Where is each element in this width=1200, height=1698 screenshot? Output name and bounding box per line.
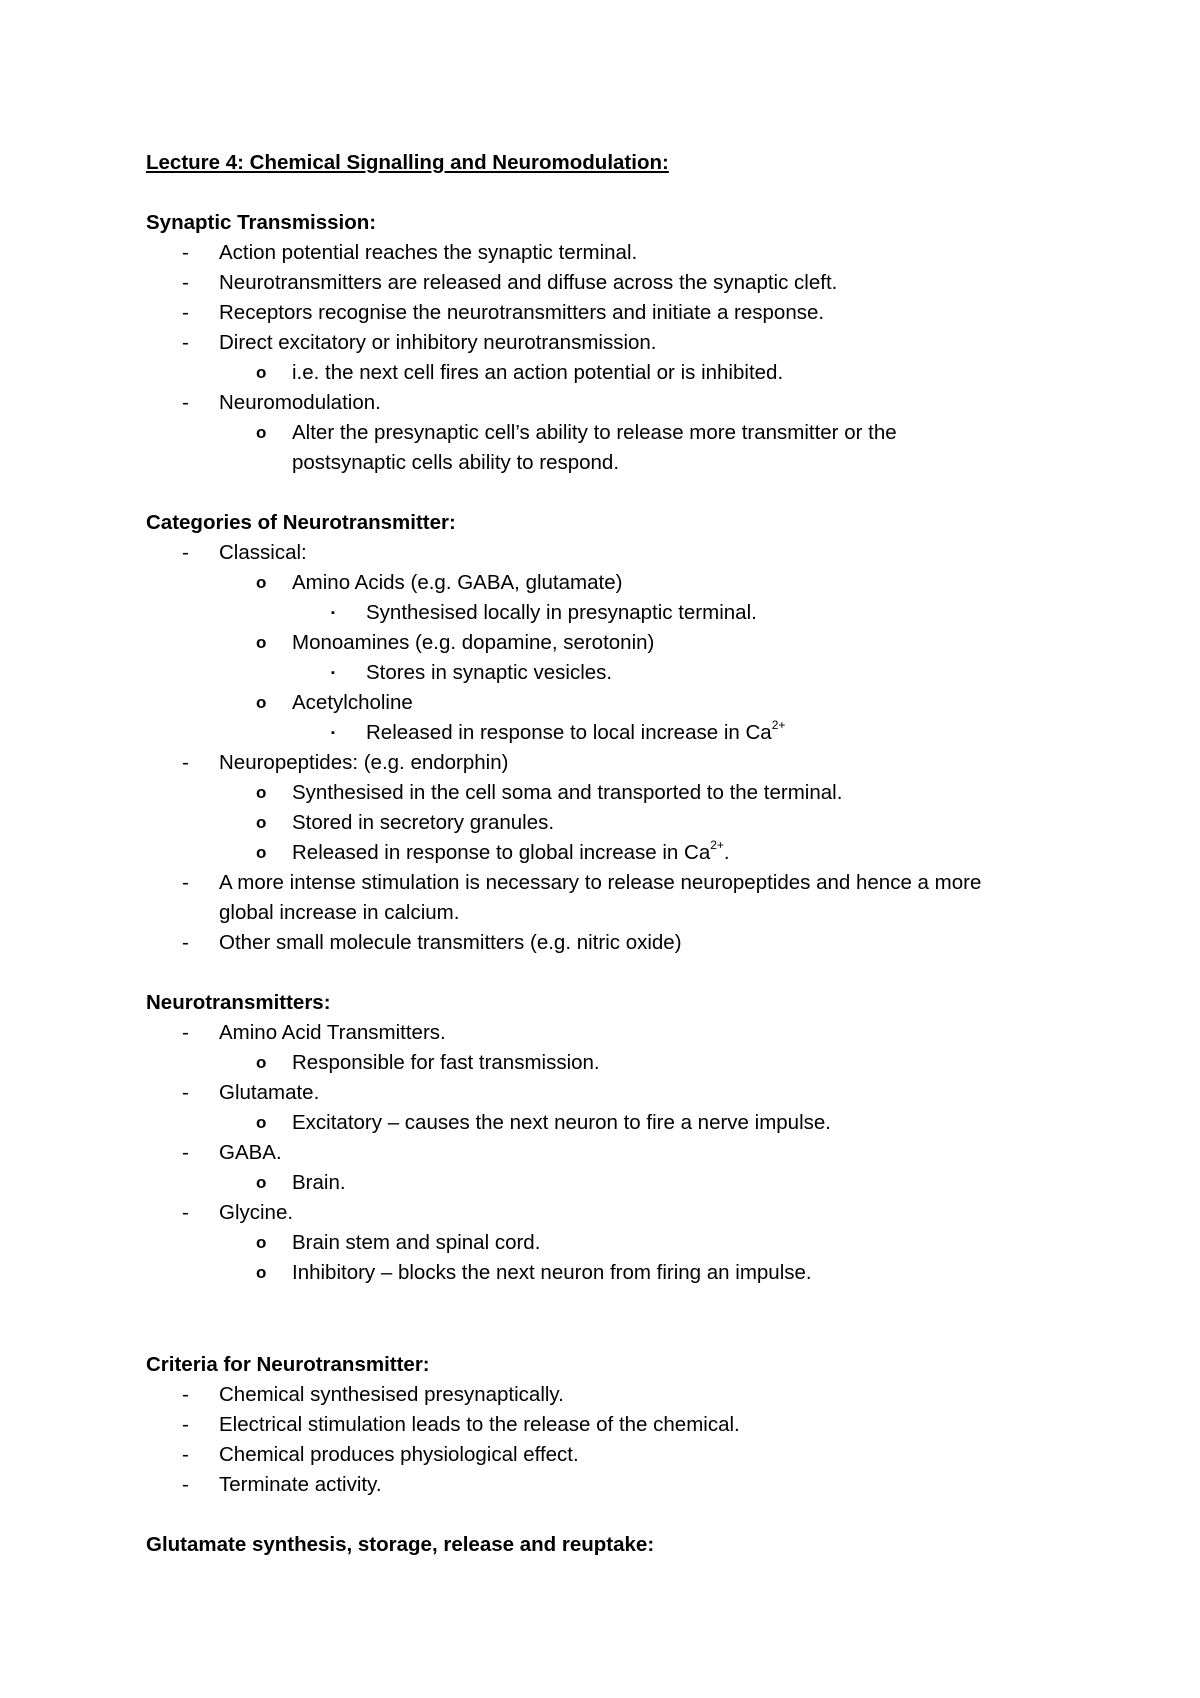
list-item-text: Neuropeptides: (e.g. endorphin) xyxy=(219,751,509,774)
list-item-text: Receptors recognise the neurotransmitters and initiate a response. xyxy=(219,301,825,324)
list-item-text: Neurotransmitters are released and diffuse across the synaptic cleft. xyxy=(219,271,838,294)
sub-list-item-text: Excitatory – causes the next neuron to fire a nerve impulse. xyxy=(292,1111,831,1134)
sub-list-item-text: Stored in secretory granules. xyxy=(292,811,555,834)
dash-bullet: - xyxy=(182,871,189,894)
sub-list-item-text: postsynaptic cells ability to respond. xyxy=(292,451,620,474)
dash-bullet: - xyxy=(182,541,189,564)
dash-bullet: - xyxy=(182,301,189,324)
list-item-text: A more intense stimulation is necessary to release neuropeptides and hence a more xyxy=(219,871,982,894)
superscript: 2+ xyxy=(710,838,724,853)
sub-list-item-text: Inhibitory – blocks the next neuron from firing an impulse. xyxy=(292,1261,812,1284)
dash-bullet: - xyxy=(182,1021,189,1044)
circle-bullet: o xyxy=(256,813,267,832)
list-item-text: Classical: xyxy=(219,541,307,564)
circle-bullet: o xyxy=(256,573,267,592)
dash-bullet: - xyxy=(182,1443,189,1466)
dash-bullet: - xyxy=(182,1141,189,1164)
circle-bullet: o xyxy=(256,783,267,802)
square-bullet: ▪ xyxy=(331,667,335,679)
section-heading-neurotransmitters: Neurotransmitters: xyxy=(146,991,331,1014)
list-item-text: GABA. xyxy=(219,1141,282,1164)
dash-bullet: - xyxy=(182,331,189,354)
sub-list-item-text xyxy=(292,838,730,868)
list-item-text: Electrical stimulation leads to the release of the chemical. xyxy=(219,1413,740,1436)
list-item-text: Chemical produces physiological effect. xyxy=(219,1443,579,1466)
dash-bullet: - xyxy=(182,751,189,774)
section-heading-glutamate-synthesis: Glutamate synthesis, storage, release and reuptake: xyxy=(146,1533,655,1556)
square-bullet: ▪ xyxy=(331,727,335,739)
list-item-text: Terminate activity. xyxy=(219,1473,382,1496)
list-item-text: Neuromodulation. xyxy=(219,391,381,414)
sub-list-item-text: Amino Acids (e.g. GABA, glutamate) xyxy=(292,571,623,594)
dash-bullet: - xyxy=(182,1473,189,1496)
circle-bullet: o xyxy=(256,1053,267,1072)
dash-bullet: - xyxy=(182,1201,189,1224)
list-item-text: Glutamate. xyxy=(219,1081,320,1104)
text-run: Released in response to global increase in Ca xyxy=(292,841,711,864)
circle-bullet: o xyxy=(256,423,267,442)
list-item-text: global increase in calcium. xyxy=(219,901,460,924)
dash-bullet: - xyxy=(182,1413,189,1436)
sub-list-item-text: Synthesised in the cell soma and transported to the terminal. xyxy=(292,781,843,804)
dash-bullet: - xyxy=(182,1081,189,1104)
list-item-text: Action potential reaches the synaptic terminal. xyxy=(219,241,638,264)
circle-bullet: o xyxy=(256,693,267,712)
sub-sub-list-item-text xyxy=(366,718,785,748)
list-item-text: Glycine. xyxy=(219,1201,294,1224)
circle-bullet: o xyxy=(256,843,267,862)
sub-list-item-text: Brain stem and spinal cord. xyxy=(292,1231,541,1254)
sub-sub-list-item-text: Stores in synaptic vesicles. xyxy=(366,661,613,684)
sub-list-item-text: Brain. xyxy=(292,1171,346,1194)
section-heading-categories: Categories of Neurotransmitter: xyxy=(146,511,456,534)
sub-list-item-text: Acetylcholine xyxy=(292,691,413,714)
superscript: 2+ xyxy=(771,718,786,733)
dash-bullet: - xyxy=(182,241,189,264)
circle-bullet: o xyxy=(256,1263,267,1282)
circle-bullet: o xyxy=(256,1113,267,1132)
sub-list-item-text: Responsible for fast transmission. xyxy=(292,1051,600,1074)
circle-bullet: o xyxy=(256,1173,267,1192)
page-title: Lecture 4: Chemical Signalling and Neuromodulation: xyxy=(146,151,669,174)
circle-bullet: o xyxy=(256,363,267,382)
sub-list-item-text: Alter the presynaptic cell’s ability to release more transmitter or the xyxy=(292,421,897,444)
circle-bullet: o xyxy=(256,1233,267,1252)
text-run: . xyxy=(723,841,730,864)
dash-bullet: - xyxy=(182,271,189,294)
list-item-text: Direct excitatory or inhibitory neurotransmission. xyxy=(219,331,657,354)
sub-sub-list-item-text: Synthesised locally in presynaptic terminal. xyxy=(366,601,757,624)
list-item-text: Other small molecule transmitters (e.g. nitric oxide) xyxy=(219,931,682,954)
section-heading-criteria: Criteria for Neurotransmitter: xyxy=(146,1353,430,1376)
square-bullet: ▪ xyxy=(331,607,335,619)
sub-list-item-text: Monoamines (e.g. dopamine, serotonin) xyxy=(292,631,655,654)
dash-bullet: - xyxy=(182,391,189,414)
sub-list-item-text: i.e. the next cell fires an action potential or is inhibited. xyxy=(292,361,784,384)
text-run: Released in response to local increase in Ca xyxy=(366,721,772,744)
dash-bullet: - xyxy=(182,931,189,954)
section-heading-synaptic-transmission: Synaptic Transmission: xyxy=(146,211,377,234)
circle-bullet: o xyxy=(256,633,267,652)
dash-bullet: - xyxy=(182,1383,189,1406)
list-item-text: Chemical synthesised presynaptically. xyxy=(219,1383,564,1406)
list-item-text: Amino Acid Transmitters. xyxy=(219,1021,446,1044)
